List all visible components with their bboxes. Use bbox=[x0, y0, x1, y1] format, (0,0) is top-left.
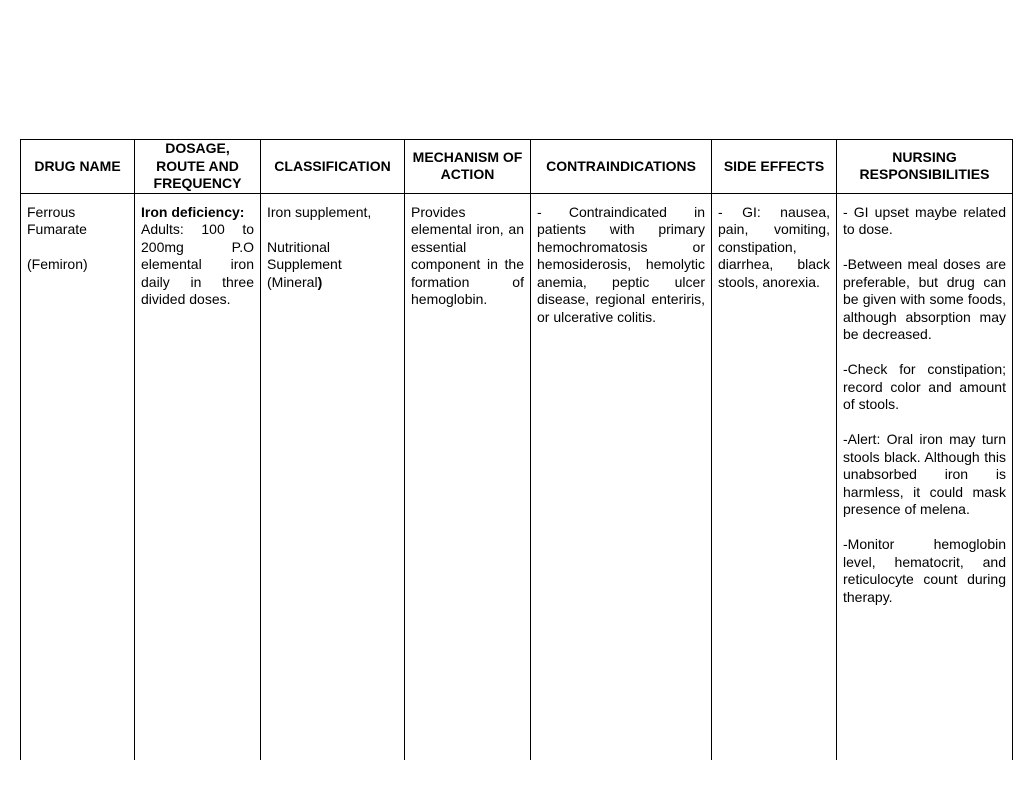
drug-name-text: Ferrous Fumarate bbox=[27, 203, 87, 237]
classification-close-paren: ) bbox=[317, 273, 323, 290]
classification-line-2-text: Nutritional Supplement (Mineral bbox=[267, 238, 342, 290]
cell-side-effects: - GI: nausea, pain, vomiting, constipation, diarrhea, black stools, anorexia. bbox=[712, 193, 837, 760]
cell-mechanism: Provides elemental iron, an essential component in the formation of hemoglobin. bbox=[405, 193, 531, 760]
cell-nursing bbox=[837, 193, 1013, 760]
drug-brand-text: (Femiron) bbox=[27, 256, 88, 272]
cell-contraindications: - Contraindicated in patients with primary hemochromatosis or hemosiderosis, hemolytic anemia, peptic ulcer disease, regional enteriris, or ulcerative colitis. bbox=[531, 193, 712, 760]
classification-line-2 bbox=[267, 239, 398, 292]
nursing-item: -Check for constipation; record color and amount of stools. bbox=[843, 361, 1006, 412]
dosage-text: Adults: 100 to 200mg P.O elemental iron daily in three divided doses. bbox=[141, 221, 254, 307]
header-row bbox=[21, 140, 1013, 194]
nursing-item: - GI upset maybe related to dose. bbox=[843, 203, 1006, 237]
header-dosage: DOSAGE, ROUTE AND FREQUENCY bbox=[135, 140, 261, 194]
header-mechanism: MECHANISM OF ACTION bbox=[405, 140, 531, 194]
cell-drug-name bbox=[21, 193, 135, 760]
table-row bbox=[21, 193, 1013, 760]
classification-line-1: Iron supplement, bbox=[267, 203, 372, 220]
nursing-item: -Monitor hemoglobin level, hematocrit, and reticulocyte count during therapy. bbox=[843, 536, 1006, 605]
nursing-item: -Between meal doses are preferable, but drug can be given with some foods, although absorption may be decreased. bbox=[843, 256, 1006, 342]
header-contraindications: CONTRAINDICATIONS bbox=[531, 140, 712, 194]
cell-classification bbox=[261, 193, 405, 760]
cell-dosage bbox=[135, 193, 261, 760]
dosage-heading: Iron deficiency: bbox=[141, 203, 245, 220]
nursing-item: -Alert: Oral iron may turn stools black. Although this unabsorbed iron is harmless, it could mask presence of melena. bbox=[843, 431, 1006, 517]
header-classification: CLASSIFICATION bbox=[261, 140, 405, 194]
header-side-effects: SIDE EFFECTS bbox=[712, 140, 837, 194]
header-nursing: NURSING RESPONSIBILITIES bbox=[837, 140, 1013, 194]
header-drug-name: DRUG NAME bbox=[21, 140, 135, 194]
drug-study-table bbox=[20, 139, 1013, 760]
